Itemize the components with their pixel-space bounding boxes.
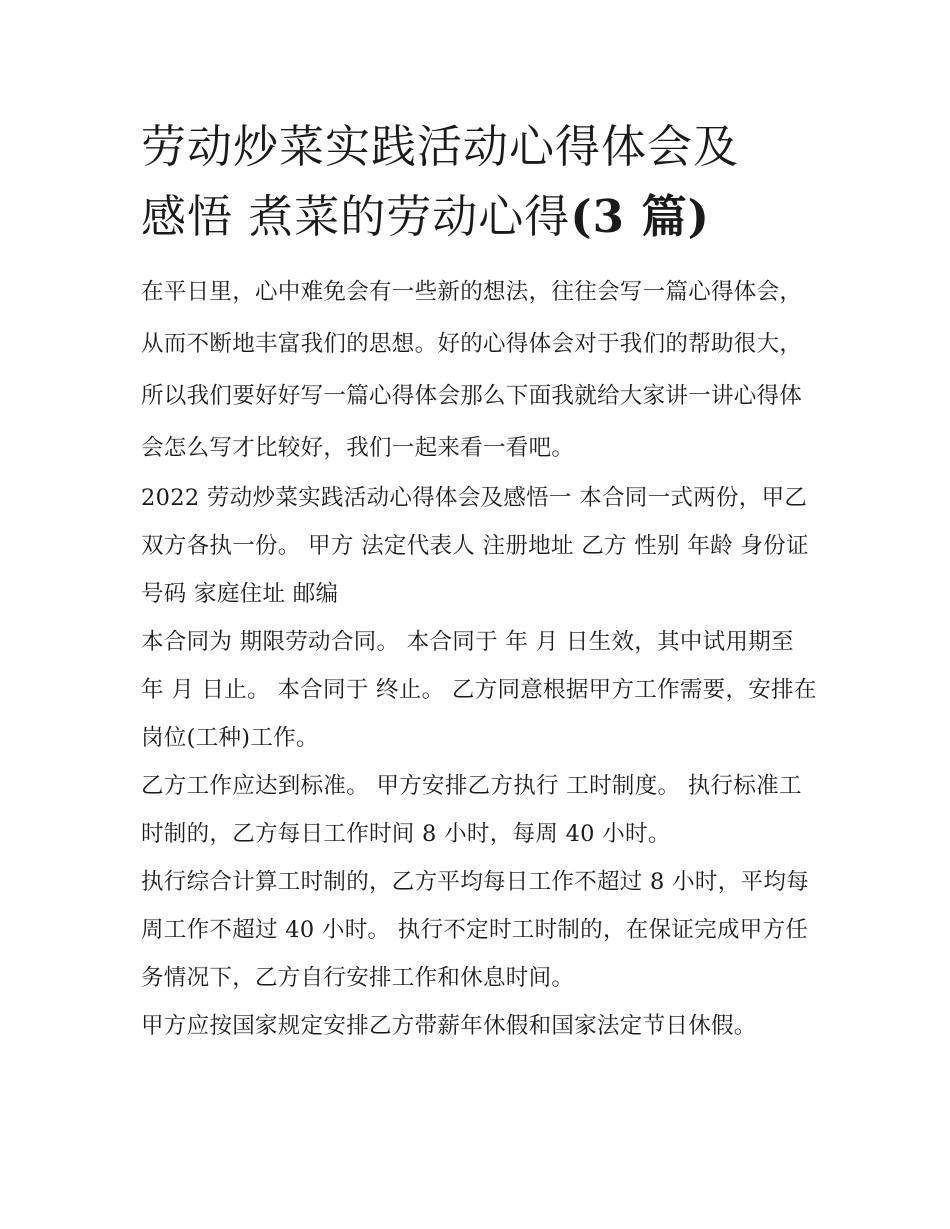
paragraph-work-standard: 乙方工作应达到标准。 甲方安排乙方执行 工时制度。 执行标准工时制的，乙方每日工作时间 8 小时，每周 40 小时。 [141,773,802,847]
paragraph-intro: 在平日里，心中难免会有一些新的想法，往往会写一篇心得体会，从而不断地丰富我们的思想。好的心得体会对于我们的帮助很大，所以我们要好好写一篇心得体会那么下面我就给大家讲一讲心得体会怎么写才比较好，我们一起来看一看吧。 [141,279,803,461]
paragraph-holidays: 甲方应按国家规定安排乙方带薪年休假和国家法定节日休假。 [141,1013,757,1039]
document-body [141,266,821,1050]
title-line-1: 劳动炒菜实践活动心得体会及 [141,120,740,173]
document-title [141,112,821,252]
document-page [141,112,821,1050]
paragraph-contract-copies: 2022 劳动炒菜实践活动心得体会及感悟一 本合同一式两份，甲乙双方各执一份。 甲方 法定代表人 注册地址 乙方 性别 年龄 身份证号码 家庭住址 邮编 [141,485,809,607]
title-line-2: 感悟 煮菜的劳动心得 [141,190,571,243]
paragraph-contract-term: 本合同为 期限劳动合同。 本合同于 年 月 日生效，其中试用期至 年 月 日止。 本合同于 终止。 乙方同意根据甲方工作需要，安排在岗位(工种)工作。 [141,629,817,751]
title-count: (3 篇) [570,190,710,243]
paragraph-work-hours: 执行综合计算工时制的，乙方平均每日工作不超过 8 小时，平均每周工作不超过 40 小时。 执行不定时工时制的，在保证完成甲方任务情况下，乙方自行安排工作和休息时间。 [141,869,809,991]
